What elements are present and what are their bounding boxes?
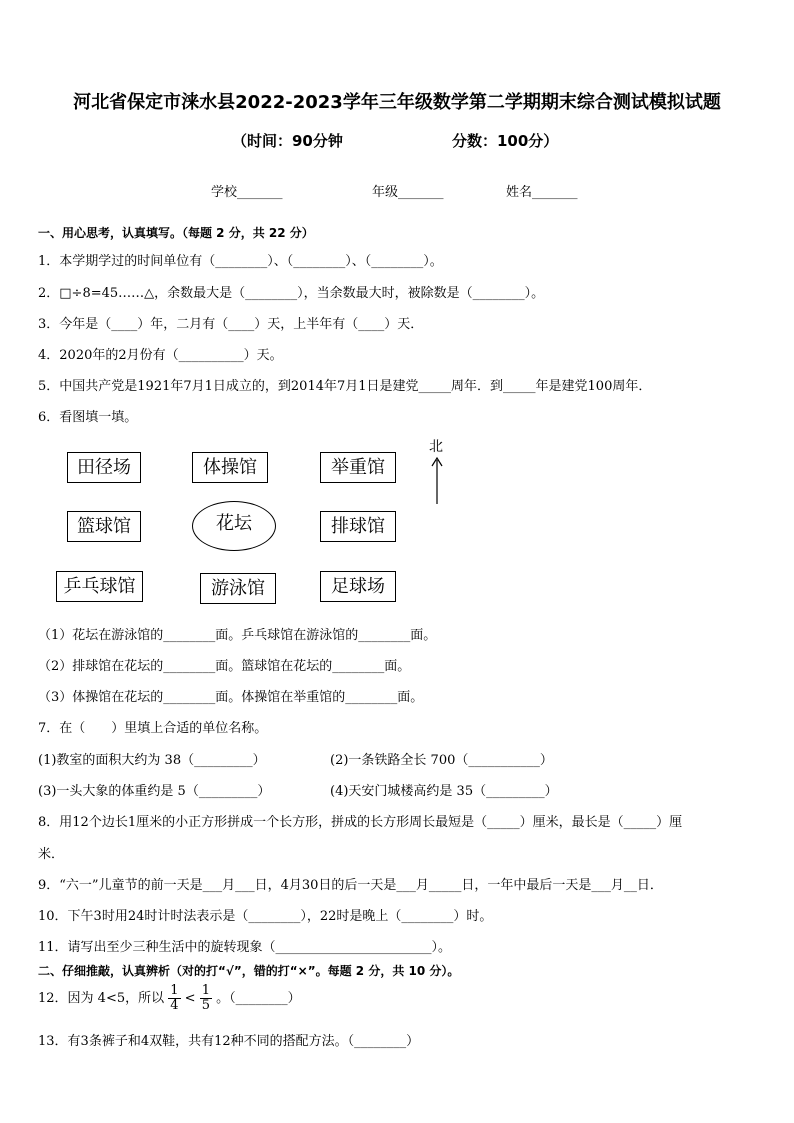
map-box-track-field: 田径场 xyxy=(67,452,141,483)
question-7: 7．在（ ）里填上合适的单位名称。 xyxy=(38,721,268,736)
question-8-cont: 米． xyxy=(38,847,65,862)
question-12 xyxy=(38,984,301,1013)
question-10: 10．下午3时用24时计时法表示是（________），22时是晚上（________）时。 xyxy=(38,909,493,924)
map-flowerbed: 花坛 xyxy=(192,501,276,551)
section-2-heading: 二、仔细推敲，认真辨析（对的打“√”，错的打“×”。每题 2 分，共 10 分）。 xyxy=(38,964,460,978)
question-7-item-1: (1)教室的面积大约为 38（_________） xyxy=(38,753,266,768)
exam-time: （时间：90分钟 xyxy=(232,132,343,150)
north-arrow-icon xyxy=(430,456,444,506)
question-1: 1．本学期学过的时间单位有（________）、（________）、（________）。 xyxy=(38,254,443,269)
question-12-post: 。（________） xyxy=(216,991,301,1006)
question-5: 5．中国共产党是1921年7月1日成立的，到2014年7月1日是建党_____周年．到_____年是建党100周年． xyxy=(38,379,652,394)
map-box-weightlifting: 举重馆 xyxy=(320,452,396,483)
name-field[interactable]: 姓名_______ xyxy=(506,185,578,200)
question-11: 11．请写出至少三种生活中的旋转现象（________________________）。 xyxy=(38,940,452,955)
fraction-one-fifth: $\frac{1}{5}$ xyxy=(201,983,210,1013)
less-than-sign: < xyxy=(184,991,196,1006)
question-6-part-2: （2）排球馆在花坛的________面。篮球馆在花坛的________面。 xyxy=(38,659,411,674)
school-field[interactable]: 学校_______ xyxy=(211,185,283,200)
question-7-item-4: (4)天安门城楼高约是 35（_________） xyxy=(330,784,558,799)
map-box-swimming: 游泳馆 xyxy=(200,573,276,604)
map-box-football: 足球场 xyxy=(320,571,396,602)
question-7-item-3: (3)一头大象的体重约是 5（_________） xyxy=(38,784,271,799)
section-1-heading: 一、用心思考，认真填写。（每题 2 分，共 22 分） xyxy=(38,226,314,240)
map-box-table-tennis: 乒乓球馆 xyxy=(56,571,143,602)
question-3: 3．今年是（____）年，二月有（____）天，上半年有（____）天． xyxy=(38,317,424,332)
question-6-part-3: （3）体操馆在花坛的________面。体操馆在举重馆的________面。 xyxy=(38,690,424,705)
question-2: 2．□÷8=45……△，余数最大是（________），当余数最大时，被除数是（________）。 xyxy=(38,286,545,301)
question-6-part-1: （1）花坛在游泳馆的________面。乒乓球馆在游泳馆的________面。 xyxy=(38,628,437,643)
question-12-pre: 12．因为 4<5，所以 xyxy=(38,991,165,1006)
question-4: 4．2020年的2月份有（__________）天。 xyxy=(38,348,283,363)
question-7-item-2: (2)一条铁路全长 700（___________） xyxy=(330,753,553,768)
question-9: 9．“六一”儿童节的前一天是___月___日，4月30日的后一天是___月_____日，一年中最后一天是___月__日． xyxy=(38,878,663,893)
north-label: 北 xyxy=(429,439,443,455)
grade-field[interactable]: 年级_______ xyxy=(372,185,444,200)
exam-score: 分数：100分） xyxy=(452,132,559,150)
map-box-gymnastics: 体操馆 xyxy=(192,452,268,483)
map-box-basketball: 篮球馆 xyxy=(67,511,141,542)
exam-title: 河北省保定市涞水县2022-2023学年三年级数学第二学期期末综合测试模拟试题 xyxy=(73,92,721,113)
question-6: 6．看图填一填。 xyxy=(38,410,138,425)
question-13: 13．有3条裤子和4双鞋，共有12种不同的搭配方法。（________） xyxy=(38,1034,420,1049)
fraction-one-quarter: $\frac{1}{4}$ xyxy=(170,983,179,1013)
question-8: 8．用12个边长1厘米的小正方形拼成一个长方形，拼成的长方形周长最短是（_____）厘米，最长是（_____）厘 xyxy=(38,815,683,830)
map-box-volleyball: 排球馆 xyxy=(320,511,396,542)
